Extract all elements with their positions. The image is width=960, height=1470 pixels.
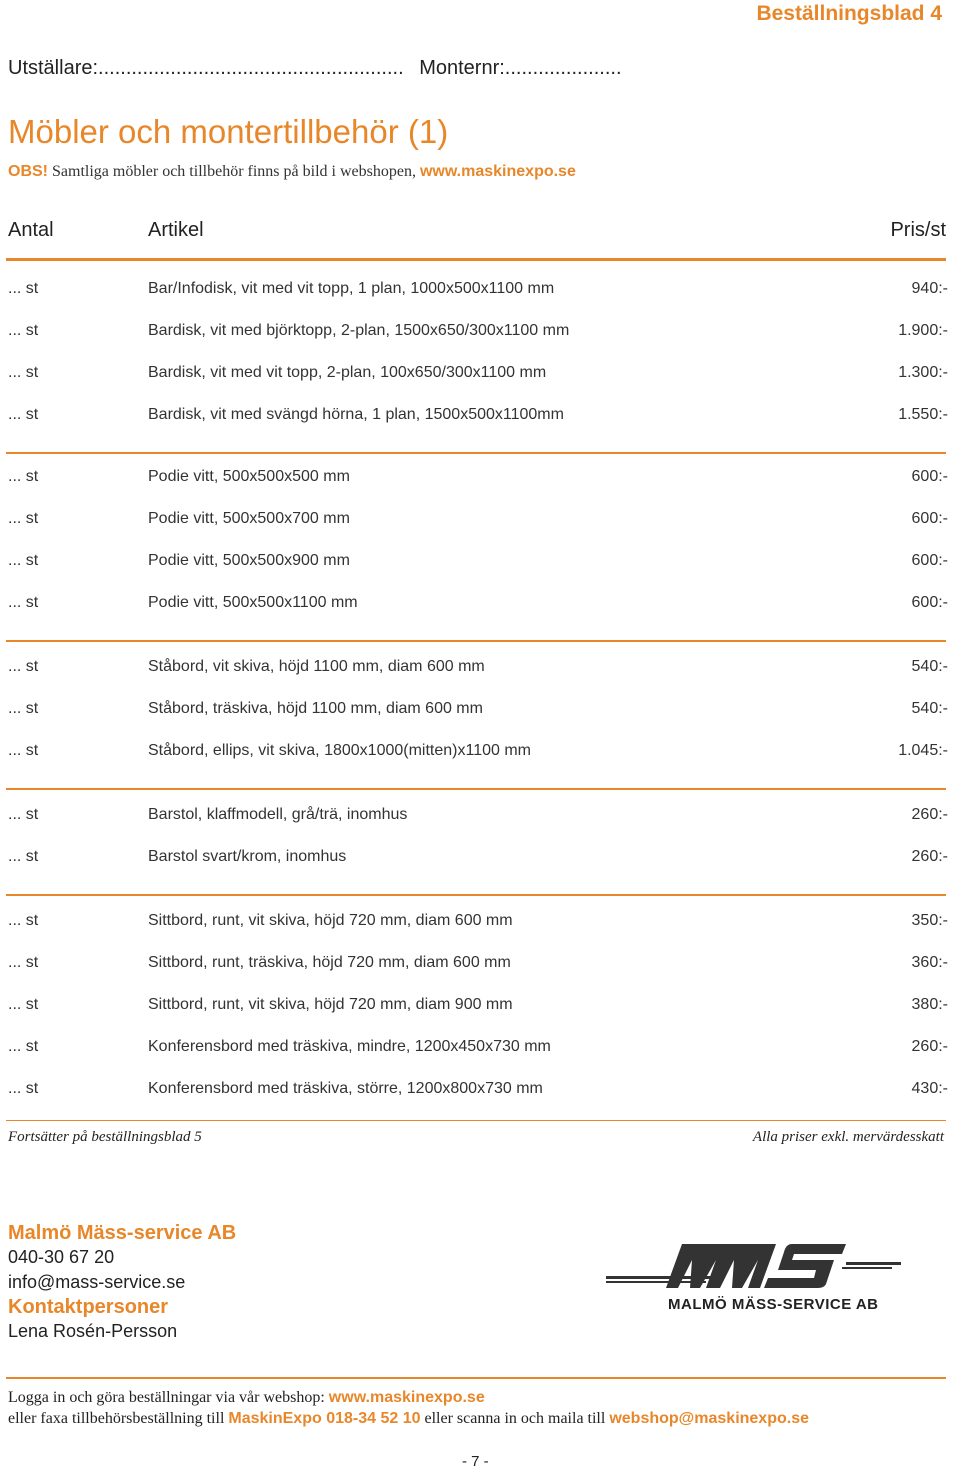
table-row <box>0 1080 960 1104</box>
item-price: 940:- <box>911 280 948 297</box>
item-price: 360:- <box>911 954 948 971</box>
webshop-line <box>8 1389 485 1407</box>
item-price: 350:- <box>911 912 948 929</box>
qty-field[interactable]: ... st <box>8 700 39 717</box>
article-name: Konferensbord med träskiva, mindre, 1200x450x730 mm <box>148 1038 551 1055</box>
qty-field[interactable]: ... st <box>8 806 39 823</box>
table-row <box>0 280 960 304</box>
item-price: 1.045:- <box>898 742 948 759</box>
item-price: 260:- <box>911 806 948 823</box>
fax-line <box>8 1410 809 1428</box>
item-price: 260:- <box>911 848 948 865</box>
table-row <box>0 996 960 1020</box>
stand-number-field[interactable]: Monternr:..................... <box>419 57 622 79</box>
item-price: 1.900:- <box>898 322 948 339</box>
header-divider <box>6 258 946 261</box>
item-price: 540:- <box>911 700 948 717</box>
mms-logo-mark-icon <box>606 1240 906 1296</box>
qty-field[interactable]: ... st <box>8 510 39 527</box>
table-row <box>0 912 960 936</box>
table-row <box>0 806 960 830</box>
article-name: Podie vitt, 500x500x700 mm <box>148 510 350 527</box>
article-name: Ståbord, ellips, vit skiva, 1800x1000(mitten)x1100 mm <box>148 742 531 759</box>
qty-field[interactable]: ... st <box>8 658 39 675</box>
item-price: 260:- <box>911 1038 948 1055</box>
table-row <box>0 594 960 618</box>
logo-text: MALMÖ MÄSS-SERVICE AB <box>668 1296 879 1313</box>
footer-webshop-link[interactable]: www.maskinexpo.se <box>328 1389 485 1406</box>
obs-label: OBS! <box>8 163 48 180</box>
table-row <box>0 468 960 492</box>
contact-heading: Kontaktpersoner <box>8 1296 169 1318</box>
group-divider <box>6 640 946 642</box>
article-name: Sittbord, runt, vit skiva, höjd 720 mm, diam 900 mm <box>148 996 513 1013</box>
article-name: Ståbord, träskiva, höjd 1100 mm, diam 600 mm <box>148 700 483 717</box>
item-price: 380:- <box>911 996 948 1013</box>
table-row <box>0 364 960 388</box>
table-row <box>0 406 960 430</box>
fax-text-2: eller scanna in och maila till <box>420 1410 610 1427</box>
article-name: Konferensbord med träskiva, större, 1200x800x730 mm <box>148 1080 543 1097</box>
article-name: Bar/Infodisk, vit med vit topp, 1 plan, 1000x500x1100 mm <box>148 280 555 297</box>
obs-note <box>8 163 576 181</box>
company-email[interactable]: info@mass-service.se <box>8 1272 186 1292</box>
qty-field[interactable]: ... st <box>8 468 39 485</box>
qty-field[interactable]: ... st <box>8 848 39 865</box>
qty-field[interactable]: ... st <box>8 322 39 339</box>
qty-field[interactable]: ... st <box>8 280 39 297</box>
article-name: Podie vitt, 500x500x1100 mm <box>148 594 358 611</box>
table-row <box>0 742 960 766</box>
mms-logo <box>606 1240 906 1330</box>
qty-field[interactable]: ... st <box>8 1080 39 1097</box>
group-divider <box>6 452 946 454</box>
continues-note: Fortsätter på beställningsblad 5 <box>8 1129 202 1145</box>
article-name: Barstol, klaffmodell, grå/trä, inomhus <box>148 806 408 823</box>
column-header-price: Pris/st <box>890 219 946 241</box>
article-name: Bardisk, vit med vit topp, 2-plan, 100x650/300x1100 mm <box>148 364 547 381</box>
article-name: Ståbord, vit skiva, höjd 1100 mm, diam 600 mm <box>148 658 485 675</box>
header-fields <box>8 57 622 80</box>
qty-field[interactable]: ... st <box>8 594 39 611</box>
webshop-link[interactable]: www.maskinexpo.se <box>419 163 576 180</box>
item-price: 1.550:- <box>898 406 948 423</box>
qty-field[interactable]: ... st <box>8 742 39 759</box>
item-price: 430:- <box>911 1080 948 1097</box>
webshop-text: Logga in och göra beställningar via vår webshop: <box>8 1389 329 1406</box>
article-name: Bardisk, vit med svängd hörna, 1 plan, 1500x500x1100mm <box>148 406 564 423</box>
article-name: Sittbord, runt, träskiva, höjd 720 mm, diam 600 mm <box>148 954 511 971</box>
company-phone: 040-30 67 20 <box>8 1247 115 1267</box>
table-row <box>0 510 960 534</box>
qty-field[interactable]: ... st <box>8 552 39 569</box>
article-name: Sittbord, runt, vit skiva, höjd 720 mm, diam 600 mm <box>148 912 513 929</box>
company-name: Malmö Mäss-service AB <box>8 1222 237 1244</box>
column-header-article: Artikel <box>148 219 204 241</box>
item-price: 540:- <box>911 658 948 675</box>
fax-text-1: eller faxa tillbehörsbeställning till <box>8 1410 229 1427</box>
fax-number: MaskinExpo 018-34 52 10 <box>228 1410 421 1427</box>
group-divider <box>6 788 946 790</box>
qty-field[interactable]: ... st <box>8 954 39 971</box>
qty-field[interactable]: ... st <box>8 364 39 381</box>
page-number: - 7 - <box>462 1453 489 1470</box>
group-divider <box>6 894 946 896</box>
vat-note: Alla priser exkl. mervärdesskatt <box>752 1129 944 1145</box>
page-title: Möbler och montertillbehör (1) <box>8 113 449 150</box>
table-row <box>0 700 960 724</box>
table-row <box>0 658 960 682</box>
qty-field[interactable]: ... st <box>8 996 39 1013</box>
item-price: 600:- <box>911 552 948 569</box>
item-price: 1.300:- <box>898 364 948 381</box>
column-header-qty: Antal <box>8 219 54 241</box>
table-row <box>0 954 960 978</box>
article-name: Bardisk, vit med björktopp, 2-plan, 1500x650/300x1100 mm <box>148 322 570 339</box>
webshop-email-link[interactable]: webshop@maskinexpo.se <box>609 1410 809 1427</box>
qty-field[interactable]: ... st <box>8 406 39 423</box>
article-name: Podie vitt, 500x500x900 mm <box>148 552 350 569</box>
qty-field[interactable]: ... st <box>8 912 39 929</box>
table-row <box>0 322 960 346</box>
item-price: 600:- <box>911 510 948 527</box>
item-price: 600:- <box>911 594 948 611</box>
article-name: Podie vitt, 500x500x500 mm <box>148 468 350 485</box>
article-name: Barstol svart/krom, inomhus <box>148 848 347 865</box>
footer-divider <box>6 1377 946 1379</box>
item-price: 600:- <box>911 468 948 485</box>
contact-name: Lena Rosén-Persson <box>8 1321 178 1341</box>
group-divider <box>6 1120 946 1121</box>
qty-field[interactable]: ... st <box>8 1038 39 1055</box>
exhibitor-field[interactable]: Utställare:....................................................... <box>8 57 404 79</box>
table-row <box>0 848 960 872</box>
table-row <box>0 1038 960 1062</box>
obs-text: Samtliga möbler och tillbehör finns på bild i webshopen, <box>48 163 420 180</box>
table-row <box>0 552 960 576</box>
sheet-tag: Beställningsblad 4 <box>756 2 942 25</box>
